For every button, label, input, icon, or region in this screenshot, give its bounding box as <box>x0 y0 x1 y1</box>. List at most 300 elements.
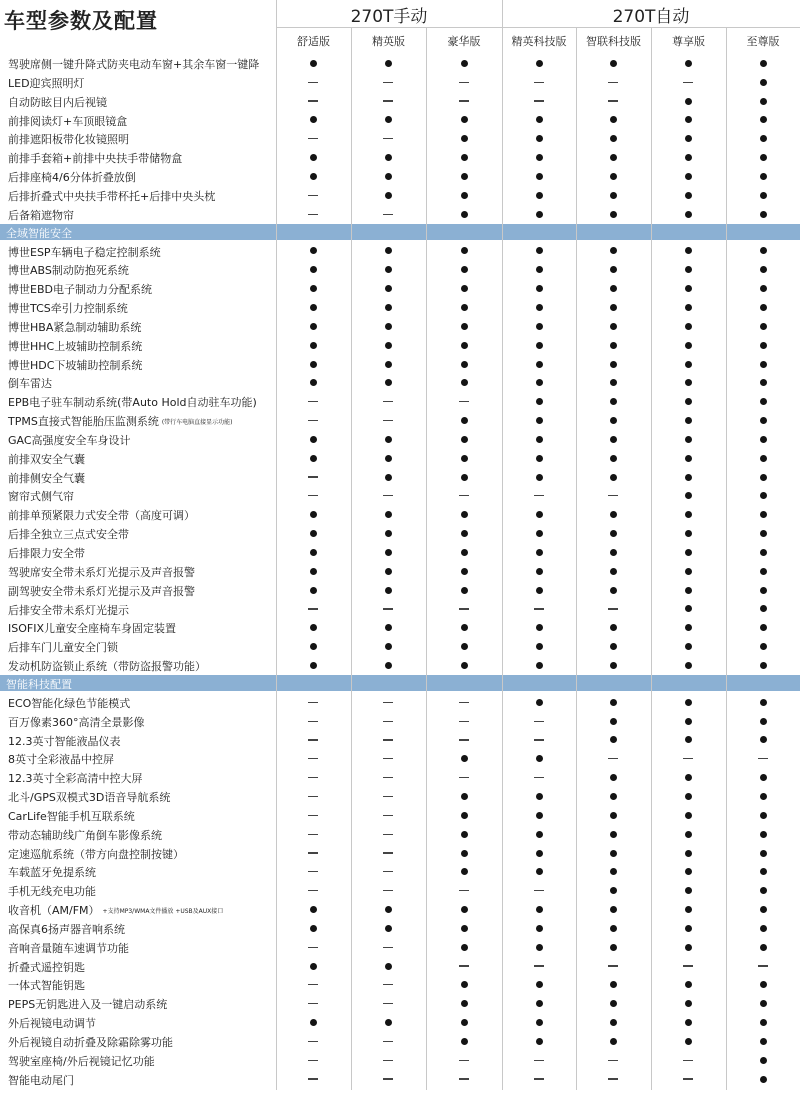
standard-dot-icon <box>658 806 718 825</box>
not-available-dash-icon <box>509 768 569 787</box>
standard-dot-icon <box>509 54 569 73</box>
dash-mark <box>308 495 318 496</box>
dot-mark <box>760 474 767 481</box>
standard-dot-icon <box>733 260 793 279</box>
standard-dot-icon <box>509 260 569 279</box>
dot-mark <box>385 154 392 161</box>
standard-dot-icon <box>509 656 569 675</box>
not-available-dash-icon <box>283 693 343 712</box>
standard-dot-icon <box>434 1013 494 1032</box>
dot-mark <box>610 568 617 575</box>
not-available-dash-icon <box>283 92 343 111</box>
dot-mark <box>760 1019 767 1026</box>
feature-text: 定速巡航系统（带方向盘控制按键） <box>8 847 184 861</box>
standard-dot-icon <box>733 787 793 806</box>
feature-text: 前排侧安全气囊 <box>8 471 85 485</box>
standard-dot-icon <box>733 1032 793 1051</box>
not-available-dash-icon <box>358 862 418 881</box>
dot-mark <box>685 587 692 594</box>
standard-dot-icon <box>509 373 569 392</box>
standard-dot-icon <box>434 994 494 1013</box>
not-available-dash-icon <box>509 957 569 976</box>
dash-mark <box>308 420 318 421</box>
dot-mark <box>385 963 392 970</box>
dot-mark <box>536 568 543 575</box>
feature-label <box>8 207 74 223</box>
feature-text: 后备箱遮物帘 <box>8 208 74 222</box>
standard-dot-icon <box>658 637 718 656</box>
dot-mark <box>610 868 617 875</box>
dot-mark <box>536 173 543 180</box>
dot-mark <box>536 266 543 273</box>
standard-dot-icon <box>434 298 494 317</box>
standard-dot-icon <box>434 505 494 524</box>
dot-mark <box>310 436 317 443</box>
dash-mark <box>459 1060 469 1061</box>
feature-text: 博世HDC下坡辅助控制系统 <box>8 358 143 372</box>
dash-mark <box>383 1003 393 1004</box>
feature-label <box>8 357 142 373</box>
feature-text: 前排单预紧限力式安全带（高度可调） <box>8 509 195 523</box>
standard-dot-icon <box>283 505 343 524</box>
standard-dot-icon <box>283 54 343 73</box>
standard-dot-icon <box>434 148 494 167</box>
feature-label <box>8 169 136 185</box>
dot-mark <box>461 1000 468 1007</box>
standard-dot-icon <box>733 1013 793 1032</box>
standard-dot-icon <box>358 260 418 279</box>
standard-dot-icon <box>733 355 793 374</box>
dot-mark <box>610 662 617 669</box>
dot-mark <box>461 154 468 161</box>
standard-dot-icon <box>434 524 494 543</box>
dot-mark <box>685 211 692 218</box>
standard-dot-icon <box>733 148 793 167</box>
feature-label <box>8 658 206 674</box>
feature-label <box>8 300 128 316</box>
dot-mark <box>536 511 543 518</box>
table-row <box>0 430 800 449</box>
dot-mark <box>685 1000 692 1007</box>
dot-mark <box>610 587 617 594</box>
header-row-groups <box>0 0 800 33</box>
standard-dot-icon <box>358 317 418 336</box>
table-row <box>0 825 800 844</box>
not-available-dash-icon <box>358 693 418 712</box>
dot-mark <box>610 323 617 330</box>
not-available-dash-icon <box>283 862 343 881</box>
dash-mark <box>608 82 618 83</box>
feature-text: 前排双安全气囊 <box>8 452 85 466</box>
dot-mark <box>610 192 617 199</box>
dash-mark <box>459 401 469 402</box>
feature-text: 驾驶室座椅/外后视镜记忆功能 <box>8 1054 155 1068</box>
not-available-dash-icon <box>434 712 494 731</box>
feature-label <box>8 545 85 561</box>
table-row <box>0 1032 800 1051</box>
dot-mark <box>536 793 543 800</box>
dot-mark <box>610 266 617 273</box>
standard-dot-icon <box>509 844 569 863</box>
standard-dot-icon <box>509 317 569 336</box>
dot-mark <box>610 247 617 254</box>
standard-dot-icon <box>434 411 494 430</box>
standard-dot-icon <box>434 336 494 355</box>
not-available-dash-icon <box>733 957 793 976</box>
standard-dot-icon <box>283 562 343 581</box>
standard-dot-icon <box>583 900 643 919</box>
standard-dot-icon <box>583 129 643 148</box>
dot-mark <box>310 624 317 631</box>
dot-mark <box>536 285 543 292</box>
standard-dot-icon <box>658 355 718 374</box>
trim-label: 至尊版 <box>746 35 780 48</box>
not-available-dash-icon <box>283 205 343 224</box>
dot-mark <box>610 793 617 800</box>
feature-label <box>8 131 129 147</box>
dot-mark <box>536 192 543 199</box>
feature-text: 后排全独立三点式安全带 <box>8 528 129 542</box>
standard-dot-icon <box>658 543 718 562</box>
standard-dot-icon <box>733 919 793 938</box>
dash-mark <box>383 721 393 722</box>
dot-mark <box>685 812 692 819</box>
table-row <box>0 298 800 317</box>
dot-mark <box>685 436 692 443</box>
dot-mark <box>385 247 392 254</box>
standard-dot-icon <box>658 242 718 261</box>
table-row <box>0 54 800 73</box>
not-available-dash-icon <box>583 749 643 768</box>
feature-text: 窗帘式侧气帘 <box>8 490 74 504</box>
standard-dot-icon <box>583 468 643 487</box>
table-row <box>0 957 800 976</box>
dot-mark <box>310 361 317 368</box>
table-row <box>0 411 800 430</box>
standard-dot-icon <box>434 260 494 279</box>
dot-mark <box>685 549 692 556</box>
standard-dot-icon <box>658 938 718 957</box>
dot-mark <box>536 361 543 368</box>
feature-text: PEPS无钥匙进入及一键启动系统 <box>8 998 168 1012</box>
standard-dot-icon <box>358 279 418 298</box>
standard-dot-icon <box>434 825 494 844</box>
section-header <box>0 224 800 240</box>
feature-text: 后排座椅4/6分体折叠放倒 <box>8 171 136 185</box>
feature-label <box>8 1015 96 1031</box>
table-row <box>0 994 800 1013</box>
feature-text: 后排车门儿童安全门锁 <box>8 641 118 655</box>
standard-dot-icon <box>658 656 718 675</box>
dot-mark <box>461 285 468 292</box>
dot-mark <box>760 342 767 349</box>
standard-dot-icon <box>658 449 718 468</box>
dash-mark <box>308 1003 318 1004</box>
standard-dot-icon <box>733 825 793 844</box>
dot-mark <box>385 568 392 575</box>
standard-dot-icon <box>509 693 569 712</box>
feature-label <box>8 789 170 805</box>
dot-mark <box>310 511 317 518</box>
table-row <box>0 637 800 656</box>
standard-dot-icon <box>583 279 643 298</box>
feature-text: 后排限力安全带 <box>8 547 85 560</box>
dot-mark <box>760 662 767 669</box>
standard-dot-icon <box>509 111 569 130</box>
dot-mark <box>760 492 767 499</box>
standard-dot-icon <box>283 637 343 656</box>
standard-dot-icon <box>509 524 569 543</box>
dot-mark <box>685 247 692 254</box>
standard-dot-icon <box>434 449 494 468</box>
feature-label <box>8 507 195 523</box>
feature-label <box>8 150 182 166</box>
table-row <box>0 260 800 279</box>
table-row <box>0 167 800 186</box>
dot-mark <box>610 549 617 556</box>
standard-dot-icon <box>509 637 569 656</box>
feature-label <box>8 977 85 993</box>
feature-text: 收音机（AM/FM） <box>8 904 100 918</box>
standard-dot-icon <box>583 1013 643 1032</box>
dot-mark <box>310 455 317 462</box>
trim-label: 智联科技版 <box>586 35 641 48</box>
not-available-dash-icon <box>658 1070 718 1089</box>
dot-mark <box>536 398 543 405</box>
dot-mark <box>685 116 692 123</box>
dash-mark <box>459 721 469 722</box>
standard-dot-icon <box>583 637 643 656</box>
dot-mark <box>310 247 317 254</box>
standard-dot-icon <box>658 768 718 787</box>
dot-mark <box>310 568 317 575</box>
dot-mark <box>760 173 767 180</box>
standard-dot-icon <box>733 468 793 487</box>
dash-mark <box>308 138 318 139</box>
feature-text: ECO智能化绿色节能模式 <box>8 696 131 710</box>
standard-dot-icon <box>358 637 418 656</box>
standard-dot-icon <box>658 900 718 919</box>
table-row <box>0 600 800 619</box>
standard-dot-icon <box>658 581 718 600</box>
dot-mark <box>610 173 617 180</box>
dot-mark <box>536 247 543 254</box>
not-available-dash-icon <box>434 881 494 900</box>
dot-mark <box>385 60 392 67</box>
dot-mark <box>536 925 543 932</box>
not-available-dash-icon <box>283 881 343 900</box>
feature-text: 音响音量随车速调节功能 <box>8 941 129 955</box>
dash-mark <box>383 890 393 891</box>
dot-mark <box>760 549 767 556</box>
dot-mark <box>685 793 692 800</box>
table-row <box>0 449 800 468</box>
dot-mark <box>610 831 617 838</box>
dot-mark <box>685 60 692 67</box>
feature-text: EPB电子驻车制动系统(带Auto Hold自动驻车功能) <box>8 396 257 410</box>
dot-mark <box>685 173 692 180</box>
dot-mark <box>461 266 468 273</box>
standard-dot-icon <box>434 355 494 374</box>
standard-dot-icon <box>733 430 793 449</box>
standard-dot-icon <box>283 336 343 355</box>
dot-mark <box>685 154 692 161</box>
standard-dot-icon <box>434 581 494 600</box>
dot-mark <box>760 455 767 462</box>
feature-label <box>8 319 141 335</box>
standard-dot-icon <box>658 167 718 186</box>
feature-label <box>8 959 85 975</box>
table-row <box>0 355 800 374</box>
table-row <box>0 92 800 111</box>
not-available-dash-icon <box>358 1070 418 1089</box>
dot-mark <box>685 530 692 537</box>
dot-mark <box>610 285 617 292</box>
feature-label <box>8 262 129 278</box>
dot-mark <box>461 436 468 443</box>
dash-mark <box>534 739 544 740</box>
standard-dot-icon <box>583 919 643 938</box>
dot-mark <box>610 455 617 462</box>
dot-mark <box>310 549 317 556</box>
feature-text: 驾驶席安全带未系灯光提示及声音报警 <box>8 565 195 579</box>
not-available-dash-icon <box>658 749 718 768</box>
trim-label: 豪华版 <box>447 35 481 48</box>
dot-mark <box>760 192 767 199</box>
standard-dot-icon <box>358 242 418 261</box>
standard-dot-icon <box>733 731 793 750</box>
standard-dot-icon <box>658 1032 718 1051</box>
dash-mark <box>308 195 318 196</box>
dot-mark <box>685 699 692 706</box>
dot-mark <box>461 173 468 180</box>
dot-mark <box>536 116 543 123</box>
dot-mark <box>310 379 317 386</box>
standard-dot-icon <box>434 637 494 656</box>
dot-mark <box>685 379 692 386</box>
standard-dot-icon <box>434 975 494 994</box>
dash-mark <box>383 815 393 816</box>
dot-mark <box>310 925 317 932</box>
standard-dot-icon <box>658 862 718 881</box>
section-title: 全域智能安全 <box>6 226 72 240</box>
dash-mark <box>459 495 469 496</box>
dash-mark <box>459 82 469 83</box>
standard-dot-icon <box>583 373 643 392</box>
dot-mark <box>685 474 692 481</box>
not-available-dash-icon <box>283 186 343 205</box>
dot-mark <box>385 285 392 292</box>
not-available-dash-icon <box>434 486 494 505</box>
table-row <box>0 806 800 825</box>
standard-dot-icon <box>434 1032 494 1051</box>
standard-dot-icon <box>733 881 793 900</box>
standard-dot-icon <box>434 543 494 562</box>
not-available-dash-icon <box>283 844 343 863</box>
standard-dot-icon <box>658 430 718 449</box>
column-divider <box>276 0 277 1090</box>
dot-mark <box>685 718 692 725</box>
standard-dot-icon <box>733 205 793 224</box>
standard-dot-icon <box>434 656 494 675</box>
standard-dot-icon <box>733 167 793 186</box>
dot-mark <box>385 116 392 123</box>
dot-mark <box>536 474 543 481</box>
standard-dot-icon <box>283 656 343 675</box>
standard-dot-icon <box>583 938 643 957</box>
standard-dot-icon <box>733 54 793 73</box>
dash-mark <box>308 947 318 948</box>
standard-dot-icon <box>509 336 569 355</box>
dot-mark <box>685 925 692 932</box>
standard-dot-icon <box>358 957 418 976</box>
dot-mark <box>685 736 692 743</box>
dot-mark <box>760 906 767 913</box>
dot-mark <box>760 718 767 725</box>
feature-label <box>8 602 129 618</box>
standard-dot-icon <box>509 975 569 994</box>
dot-mark <box>536 662 543 669</box>
dash-mark <box>308 777 318 778</box>
dot-mark <box>610 342 617 349</box>
standard-dot-icon <box>283 900 343 919</box>
not-available-dash-icon <box>283 749 343 768</box>
standard-dot-icon <box>583 618 643 637</box>
dot-mark <box>610 398 617 405</box>
standard-dot-icon <box>583 787 643 806</box>
standard-dot-icon <box>658 205 718 224</box>
dot-mark <box>385 1019 392 1026</box>
standard-dot-icon <box>583 148 643 167</box>
dot-mark <box>760 135 767 142</box>
standard-dot-icon <box>658 524 718 543</box>
not-available-dash-icon <box>283 600 343 619</box>
standard-dot-icon <box>658 919 718 938</box>
not-available-dash-icon <box>583 957 643 976</box>
standard-dot-icon <box>733 373 793 392</box>
dot-mark <box>536 60 543 67</box>
not-available-dash-icon <box>283 712 343 731</box>
feature-label <box>8 432 131 448</box>
dot-mark <box>610 135 617 142</box>
standard-dot-icon <box>583 336 643 355</box>
table-row <box>0 486 800 505</box>
not-available-dash-icon <box>434 768 494 787</box>
table-row <box>0 862 800 881</box>
dot-mark <box>385 530 392 537</box>
section-header <box>0 675 800 691</box>
dot-mark <box>385 379 392 386</box>
dot-mark <box>310 285 317 292</box>
standard-dot-icon <box>583 111 643 130</box>
not-available-dash-icon <box>434 1070 494 1089</box>
standard-dot-icon <box>509 129 569 148</box>
dot-mark <box>461 831 468 838</box>
not-available-dash-icon <box>283 1070 343 1089</box>
not-available-dash-icon <box>434 92 494 111</box>
standard-dot-icon <box>509 242 569 261</box>
standard-dot-icon <box>583 298 643 317</box>
dot-mark <box>610 1000 617 1007</box>
standard-dot-icon <box>358 524 418 543</box>
feature-label <box>8 113 127 129</box>
feature-text: 12.3英寸全彩高清中控大屏 <box>8 772 143 786</box>
standard-dot-icon <box>733 938 793 957</box>
feature-text: 后排折叠式中央扶手带杯托+后排中央头枕 <box>8 189 216 203</box>
standard-dot-icon <box>658 54 718 73</box>
standard-dot-icon <box>509 900 569 919</box>
standard-dot-icon <box>434 787 494 806</box>
